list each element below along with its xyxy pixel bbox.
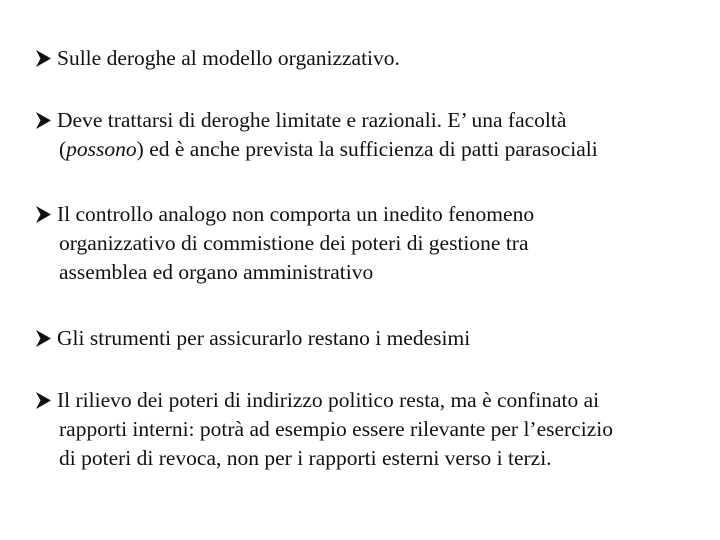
bullet-text bbox=[53, 324, 706, 353]
arrowhead-bullet-icon bbox=[36, 200, 53, 229]
bullet-line: Il rilievo dei poteri di indirizzo politico resta, ma è confinato ai bbox=[57, 388, 600, 412]
line-rest: ed è anche prevista la sufficienza di patti parasociali bbox=[143, 137, 598, 161]
bullet-item-3 bbox=[36, 200, 706, 287]
bullet-text bbox=[53, 386, 706, 473]
bullet-line: organizzativo di commistione dei poteri di gestione tra bbox=[59, 231, 529, 255]
bullet-line: Il controllo analogo non comporta un inedito fenomeno bbox=[57, 202, 535, 226]
bullet-line: di poteri di revoca, non per i rapporti esterni verso i terzi. bbox=[59, 446, 552, 470]
bullet-line: Sulle deroghe al modello organizzativo. bbox=[57, 46, 400, 70]
paren-open: ( bbox=[59, 137, 67, 161]
arrowhead-bullet-icon bbox=[36, 324, 53, 353]
paren-close: ) bbox=[136, 137, 144, 161]
bullet-text bbox=[53, 106, 706, 164]
bullet-item-4 bbox=[36, 324, 706, 353]
bullet-text bbox=[53, 44, 706, 73]
bullet-item-5 bbox=[36, 386, 706, 473]
bullet-line: Deve trattarsi di deroghe limitate e razionali. E’ una facoltà bbox=[57, 108, 567, 132]
bullet-line: Gli strumenti per assicurarlo restano i medesimi bbox=[57, 326, 471, 350]
bullet-line bbox=[57, 135, 706, 164]
bullet-line: assemblea ed organo amministrativo bbox=[59, 260, 374, 284]
emphasis-word: possono bbox=[66, 137, 137, 161]
bullet-text bbox=[53, 200, 706, 287]
bullet-item-1 bbox=[36, 44, 706, 73]
arrowhead-bullet-icon bbox=[36, 106, 53, 135]
bullet-item-2 bbox=[36, 106, 706, 164]
bullet-line: rapporti interni: potrà ad esempio essere rilevante per l’esercizio bbox=[59, 417, 613, 441]
arrowhead-bullet-icon bbox=[36, 44, 53, 73]
arrowhead-bullet-icon bbox=[36, 386, 53, 415]
